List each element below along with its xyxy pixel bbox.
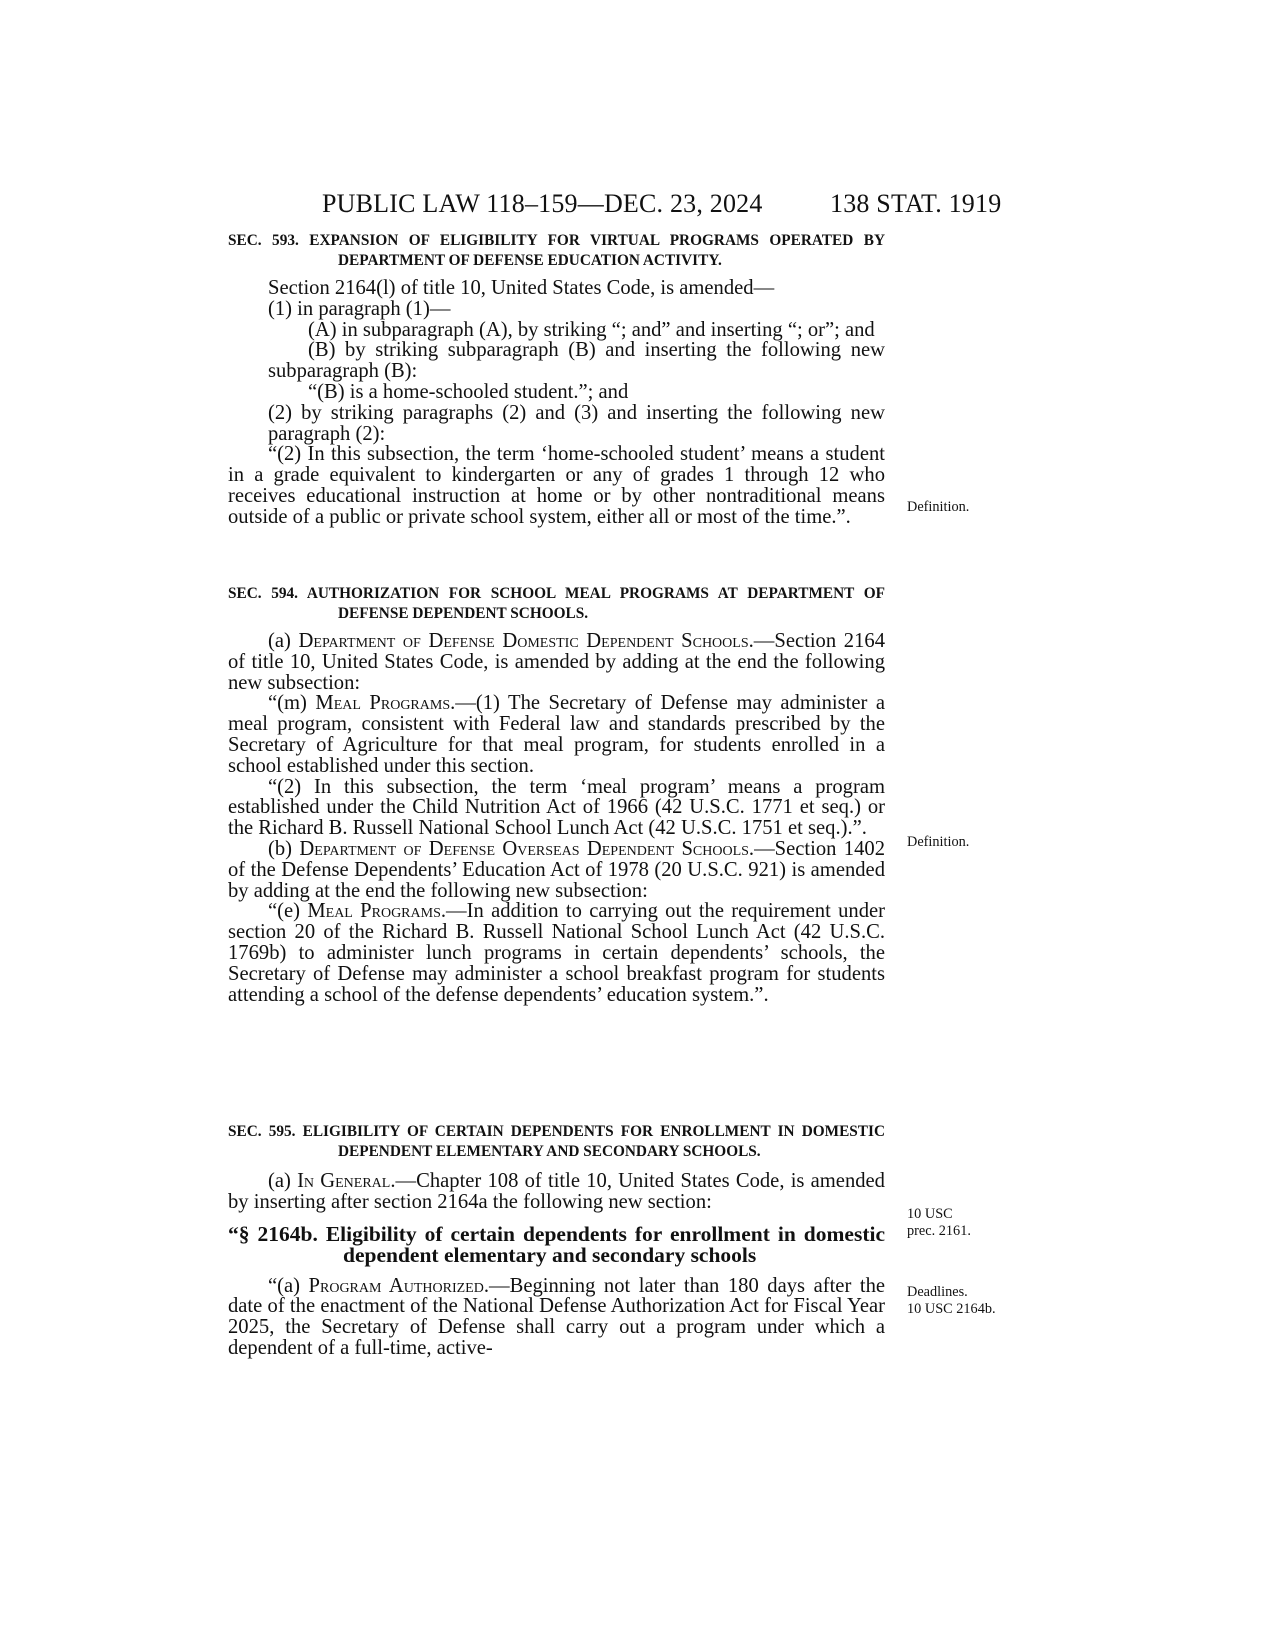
statute-page-number: 138 STAT. 1919: [830, 189, 1002, 218]
margin-note-definition-2: Definition.: [907, 834, 970, 850]
subsection-m-label: “(m): [268, 692, 316, 715]
subsection-a-text: —Section 2164 of title 10, United States Code, is amended by adding at the end the following new subsection:: [228, 630, 885, 694]
subsection-a-caption: Department of Defense Domestic Dependent Schools.: [298, 630, 754, 652]
section-595-a-label: (a): [268, 1170, 298, 1192]
subsection-m-text: —(1) The Secretary of Defense may administer a meal program, consistent with Federal law and standards prescribed by the Secretary of Agriculture for that meal program, for students enrolled in a school established under this section.: [228, 692, 885, 777]
subsection-b-text: —Section 1402 of the Defense Dependents’ Education Act of 1978 (20 U.S.C. 921) is amended by adding at the end the following new subsection:: [228, 837, 885, 902]
margin-note-definition-1: Definition.: [907, 499, 970, 515]
subsection-e-label: “(e): [268, 900, 308, 923]
section-595-a-text: —Chapter 108 of title 10, United States Code, is amended by inserting after section 2164a the following new section:: [228, 1170, 885, 1213]
margin-note-deadlines: Deadlines.: [907, 1284, 968, 1300]
subsection-e: [228, 901, 885, 1005]
subsection-e-caption: Meal Programs.: [307, 900, 447, 923]
paragraph-1: (1) in paragraph (1)—: [268, 297, 451, 320]
subsection-b: [228, 839, 885, 901]
margin-note-usc-prec-line-1: 10 USC: [907, 1206, 953, 1222]
paragraph-2-quoted: “(2) In this subsection, the term ‘home-schooled student’ means a student in a grade equivalent to kindergarten or any of grades 1 through 12 who receives educational instruction at home or by other nontraditional means outside of a public or private school system, either all or most of the time.”.: [228, 443, 885, 528]
section-593-intro: Section 2164(l) of title 10, United States Code, is amended—: [268, 277, 775, 299]
subsection-a: [228, 631, 885, 693]
subsection-e-text: —In addition to carrying out the requirement under section 20 of the Richard B. Russell National School Lunch Act (42 U.S.C. 1769b) to administer lunch programs in certain dependents’ schools, the Secretary of Defense may administer a school breakfast program for students attending a school of the defense dependents’ education system.”.: [228, 900, 885, 1006]
subsection-m-paragraph-2: “(2) In this subsection, the term ‘meal program’ means a program established under the Child Nutrition Act of 1966 (42 U.S.C. 1771 et seq.) or the Richard B. Russell National School Lunch Act (42 U.S.C. 1751 et seq.).”.: [228, 775, 885, 840]
section-594-heading: SEC. 594. AUTHORIZATION FOR SCHOOL MEAL PROGRAMS AT DEPARTMENT OF DEFENSE DEPENDENT SCHOOLS.: [228, 585, 885, 622]
program-authorized: [228, 1276, 885, 1359]
section-594: [228, 584, 885, 1005]
section-593-heading: SEC. 593. EXPANSION OF ELIGIBILITY FOR VIRTUAL PROGRAMS OPERATED BY DEPARTMENT OF DEFENSE EDUCATION ACTIVITY.: [228, 232, 885, 269]
margin-note-usc-2164b: 10 USC 2164b.: [907, 1301, 996, 1317]
section-2164b-heading: “§ 2164b. Eligibility of certain dependents for enrollment in domestic dependent elementary and secondary schools: [228, 1221, 885, 1267]
subparagraph-b: (B) by striking subparagraph (B) and inserting the following new subparagraph (B):: [268, 339, 885, 383]
subparagraph-a: (A) in subparagraph (A), by striking “; and” and inserting “; or”; and: [308, 318, 875, 341]
subsection-m: [228, 693, 885, 776]
section-595-subsection-a: [228, 1171, 885, 1213]
subsection-b-caption: Department of Defense Overseas Dependent Schools.: [299, 837, 755, 860]
program-authorized-label: “(a): [268, 1274, 309, 1297]
program-authorized-text: —Beginning not later than 180 days after the date of the enactment of the National Defense Authorization Act for Fiscal Year 2025, the Secretary of Defense shall carry out a program under which a dependent of a full-time, active-: [228, 1274, 886, 1359]
subparagraph-b-quoted: “(B) is a home-schooled student.”; and: [308, 380, 629, 403]
section-595-heading: SEC. 595. ELIGIBILITY OF CERTAIN DEPENDENTS FOR ENROLLMENT IN DOMESTIC DEPENDENT ELEMENTARY AND SECONDARY SCHOOLS.: [228, 1123, 885, 1160]
paragraph-2: (2) by striking paragraphs (2) and (3) and inserting the following new paragraph (2):: [268, 401, 885, 445]
subsection-b-label: (b): [268, 837, 300, 860]
section-595-a-caption: In General.: [297, 1170, 396, 1192]
subsection-a-label: (a): [268, 630, 299, 652]
program-authorized-caption: Program Authorized.: [308, 1274, 489, 1297]
section-593: [228, 231, 885, 528]
subsection-m-caption: Meal Programs.: [315, 692, 456, 715]
page-header: [0, 189, 1275, 225]
margin-note-usc-prec-line-2: prec. 2161.: [907, 1223, 971, 1239]
public-law-title: PUBLIC LAW 118–159—DEC. 23, 2024: [322, 189, 763, 218]
section-595: [228, 1122, 885, 1359]
